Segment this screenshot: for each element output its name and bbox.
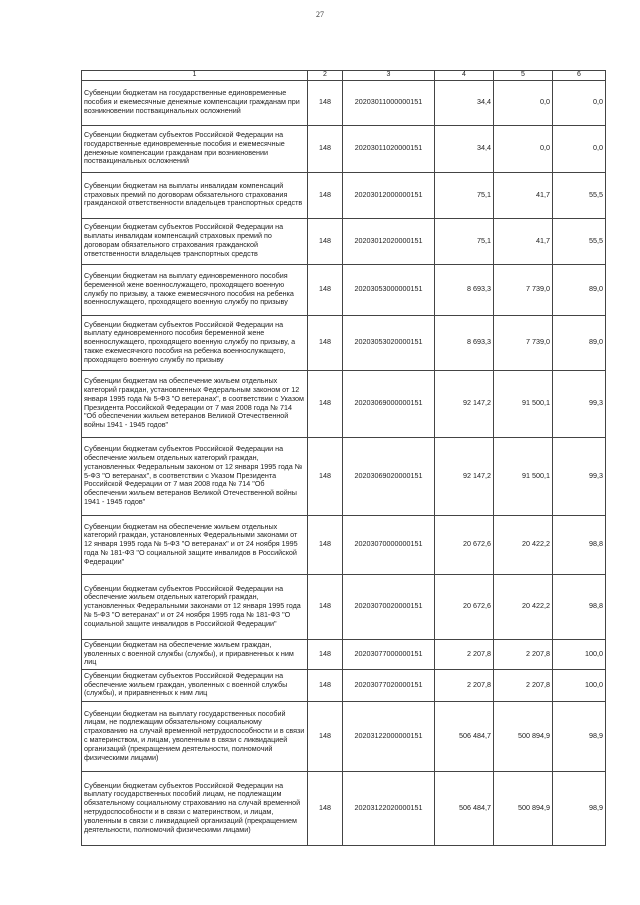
row-name-cell: Субвенции бюджетам на обеспечение жильем отдельных категорий граждан, установленных Федеральным законом от 12 января 1995 года № 5-ФЗ "О ветеранах", в соответствии с Указом Президента Российской Федерации от 7 мая 2008 года № 714 "Об обеспечении жильем ветеранов Великой Отечественной войны 1941 - 1945 годов": [82, 370, 308, 437]
row-admin-cell: 148: [308, 701, 343, 771]
row-fact-cell: 41,7: [494, 218, 553, 264]
row-admin-cell: 148: [308, 125, 343, 172]
table-row: [82, 437, 606, 515]
row-plan-cell: 20 672,6: [435, 515, 494, 574]
table-row: [82, 172, 606, 218]
row-fact-cell: 7 739,0: [494, 264, 553, 315]
row-plan-cell: 34,4: [435, 80, 494, 125]
row-name-cell: Субвенции бюджетам субъектов Российской Федерации на выплаты инвалидам компенсаций страховых премий по договорам обязательного страхования гражданской ответственности владельцев транспортных средств: [82, 218, 308, 264]
column-header: 1: [82, 71, 308, 81]
row-admin-cell: 148: [308, 218, 343, 264]
row-percent-cell: 55,5: [553, 172, 606, 218]
row-admin-cell: 148: [308, 370, 343, 437]
row-name-cell: Субвенции бюджетам на государственные единовременные пособия и ежемесячные денежные компенсации гражданам при возникновении поствакцинальных осложнений: [82, 80, 308, 125]
row-plan-cell: 506 484,7: [435, 771, 494, 845]
row-plan-cell: 8 693,3: [435, 264, 494, 315]
row-fact-cell: 500 894,9: [494, 771, 553, 845]
row-percent-cell: 98,9: [553, 701, 606, 771]
row-percent-cell: 89,0: [553, 264, 606, 315]
row-code-cell: 20203069020000151: [343, 437, 435, 515]
row-fact-cell: 41,7: [494, 172, 553, 218]
row-percent-cell: 98,8: [553, 515, 606, 574]
row-code-cell: 20203070020000151: [343, 574, 435, 639]
row-plan-cell: 20 672,6: [435, 574, 494, 639]
row-fact-cell: 2 207,8: [494, 669, 553, 701]
column-header: 3: [343, 71, 435, 81]
row-code-cell: 20203053000000151: [343, 264, 435, 315]
row-admin-cell: 148: [308, 315, 343, 370]
row-name-cell: Субвенции бюджетам субъектов Российской Федерации на государственные единовременные пособия и ежемесячные денежные компенсации гражданам при возникновении поствакцинальных осложнений: [82, 125, 308, 172]
table-row: [82, 515, 606, 574]
row-admin-cell: 148: [308, 639, 343, 669]
table-row: [82, 125, 606, 172]
column-header: 2: [308, 71, 343, 81]
row-fact-cell: 20 422,2: [494, 515, 553, 574]
row-percent-cell: 99,3: [553, 370, 606, 437]
row-percent-cell: 99,3: [553, 437, 606, 515]
row-fact-cell: 500 894,9: [494, 701, 553, 771]
row-fact-cell: 91 500,1: [494, 370, 553, 437]
row-admin-cell: 148: [308, 172, 343, 218]
row-fact-cell: 2 207,8: [494, 639, 553, 669]
row-fact-cell: 91 500,1: [494, 437, 553, 515]
row-name-cell: Субвенции бюджетам на обеспечение жильем отдельных категорий граждан, установленных Федеральными законами от 12 января 1995 года № 5-ФЗ "О ветеранах" и от 24 ноября 1995 года № 181-ФЗ "О социальной защите инвалидов в Российской Федерации": [82, 515, 308, 574]
row-plan-cell: 75,1: [435, 218, 494, 264]
row-percent-cell: 89,0: [553, 315, 606, 370]
table-row: [82, 80, 606, 125]
table-row: [82, 669, 606, 701]
column-header: 6: [553, 71, 606, 81]
column-header: 5: [494, 71, 553, 81]
row-fact-cell: 7 739,0: [494, 315, 553, 370]
row-name-cell: Субвенции бюджетам на обеспечение жильем граждан, уволенных с военной службы (службы), и приравненных к ним лиц: [82, 639, 308, 669]
table-row: [82, 574, 606, 639]
header-row: [82, 71, 606, 81]
row-plan-cell: 92 147,2: [435, 370, 494, 437]
row-code-cell: 20203012020000151: [343, 218, 435, 264]
row-percent-cell: 0,0: [553, 80, 606, 125]
row-name-cell: Субвенции бюджетам субъектов Российской Федерации на обеспечение жильем отдельных категорий граждан, установленных Федеральным законом от 12 января 1995 года № 5-ФЗ "О ветеранах", в соответствии с Указом Президента Российской Федерации от 7 мая 2008 года № 714 "Об обеспечении жильем ветеранов Великой Отечественной войны 1941 - 1945 годов": [82, 437, 308, 515]
row-plan-cell: 2 207,8: [435, 669, 494, 701]
row-code-cell: 20203077020000151: [343, 669, 435, 701]
row-percent-cell: 100,0: [553, 639, 606, 669]
row-admin-cell: 148: [308, 515, 343, 574]
row-fact-cell: 0,0: [494, 80, 553, 125]
row-name-cell: Субвенции бюджетам субъектов Российской Федерации на выплату государственных пособий лицам, не подлежащим обязательному социальному страхованию на случай временной нетрудоспособности и в связи с материнством, и лицам, уволенным в связи с ликвидацией организаций (прекращением деятельности, полномочий физическими лицами): [82, 771, 308, 845]
row-name-cell: Субвенции бюджетам субъектов Российской Федерации на выплату единовременного пособия беременной жене военнослужащего, проходящего военную службу по призыву, а также ежемесячного пособия на ребенка военнослужащего, проходящего военную службу по призыву: [82, 315, 308, 370]
row-plan-cell: 506 484,7: [435, 701, 494, 771]
row-name-cell: Субвенции бюджетам субъектов Российской Федерации на обеспечение жильем граждан, уволенных с военной службы (службы), и приравненных к ним лиц: [82, 669, 308, 701]
table-row: [82, 639, 606, 669]
row-percent-cell: 100,0: [553, 669, 606, 701]
row-code-cell: 20203122020000151: [343, 771, 435, 845]
table-row: [82, 701, 606, 771]
table-row: [82, 218, 606, 264]
row-percent-cell: 98,8: [553, 574, 606, 639]
table-row: [82, 771, 606, 845]
row-percent-cell: 98,9: [553, 771, 606, 845]
column-header: 4: [435, 71, 494, 81]
row-code-cell: 20203122000000151: [343, 701, 435, 771]
row-name-cell: Субвенции бюджетам на выплаты инвалидам компенсаций страховых премий по договорам обязательного страхования гражданской ответственности владельцев транспортных средств: [82, 172, 308, 218]
row-admin-cell: 148: [308, 264, 343, 315]
row-plan-cell: 34,4: [435, 125, 494, 172]
row-code-cell: 20203069000000151: [343, 370, 435, 437]
table-row: [82, 264, 606, 315]
row-code-cell: 20203070000000151: [343, 515, 435, 574]
row-name-cell: Субвенции бюджетам на выплату государственных пособий лицам, не подлежащим обязательному социальному страхованию на случай временной нетрудоспособности и в связи с материнством, и лицам, уволенным в связи с ликвидацией организаций (прекращением деятельности, полномочий физическими лицами): [82, 701, 308, 771]
row-admin-cell: 148: [308, 80, 343, 125]
row-admin-cell: 148: [308, 574, 343, 639]
row-plan-cell: 2 207,8: [435, 639, 494, 669]
row-admin-cell: 148: [308, 771, 343, 845]
row-plan-cell: 8 693,3: [435, 315, 494, 370]
row-fact-cell: 20 422,2: [494, 574, 553, 639]
row-plan-cell: 92 147,2: [435, 437, 494, 515]
budget-table: [81, 70, 606, 846]
row-code-cell: 20203077000000151: [343, 639, 435, 669]
row-admin-cell: 148: [308, 437, 343, 515]
row-code-cell: 20203053020000151: [343, 315, 435, 370]
row-admin-cell: 148: [308, 669, 343, 701]
page-number: 27: [316, 10, 324, 19]
row-code-cell: 20203011000000151: [343, 80, 435, 125]
row-percent-cell: 0,0: [553, 125, 606, 172]
table-row: [82, 370, 606, 437]
row-name-cell: Субвенции бюджетам на выплату единовременного пособия беременной жене военнослужащего, проходящего военную службу по призыву, а также ежемесячного пособия на ребенка военнослужащего, проходящего военную службу по призыву: [82, 264, 308, 315]
row-code-cell: 20203011020000151: [343, 125, 435, 172]
row-plan-cell: 75,1: [435, 172, 494, 218]
row-percent-cell: 55,5: [553, 218, 606, 264]
row-fact-cell: 0,0: [494, 125, 553, 172]
row-code-cell: 20203012000000151: [343, 172, 435, 218]
table-row: [82, 315, 606, 370]
row-name-cell: Субвенции бюджетам субъектов Российской Федерации на обеспечение жильем отдельных категорий граждан, установленных Федеральными законами от 12 января 1995 года № 5-ФЗ "О ветеранах" и от 24 ноября 1995 года № 181-ФЗ "О социальной защите инвалидов в Российской Федерации": [82, 574, 308, 639]
